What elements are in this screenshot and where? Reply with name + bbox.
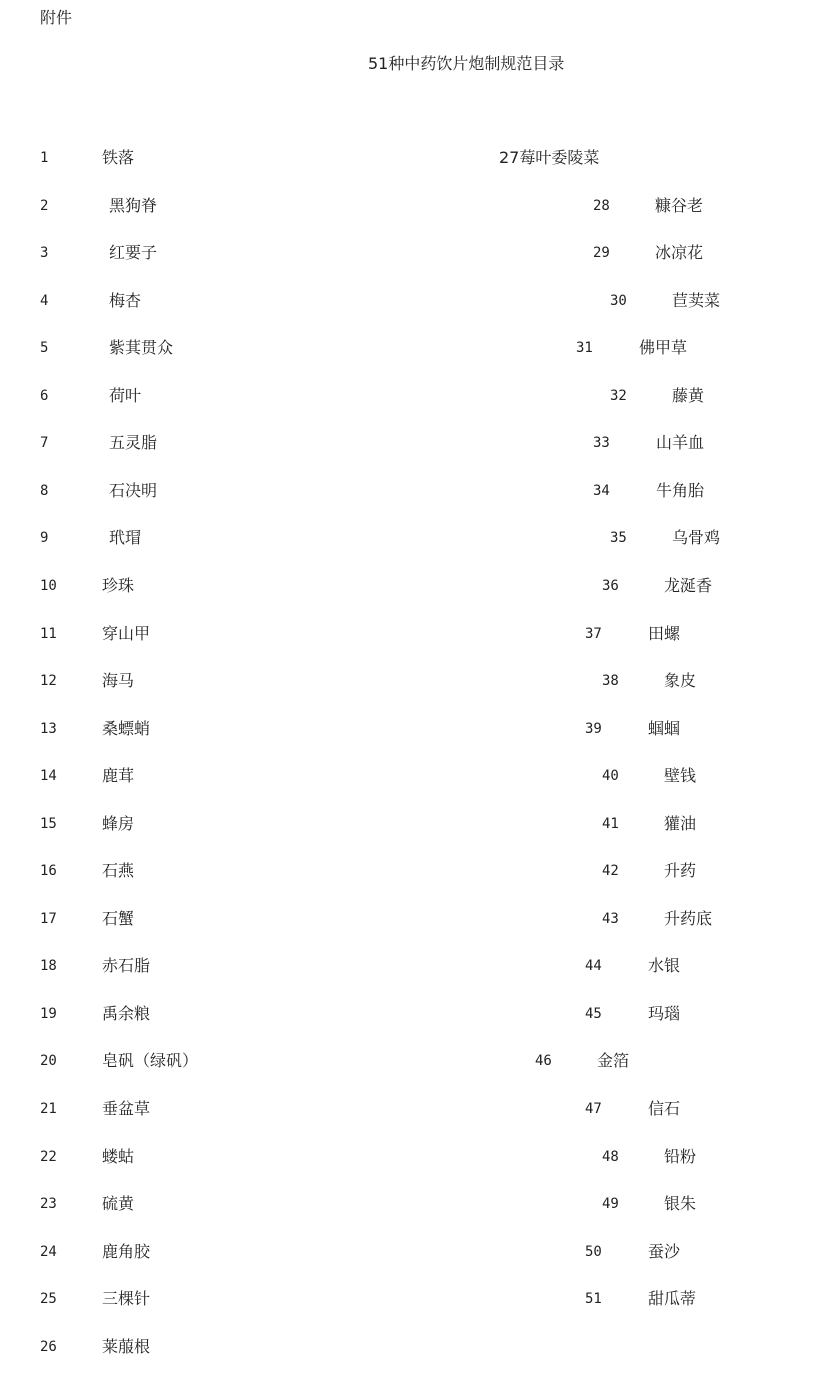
item-number: 14 bbox=[40, 768, 57, 784]
page-title: 51种中药饮片炮制规范目录 bbox=[368, 54, 565, 73]
item-name: 三棵针 bbox=[102, 1289, 151, 1308]
item-number: 23 bbox=[40, 1196, 57, 1212]
item-number: 31 bbox=[576, 340, 593, 356]
item-number: 7 bbox=[40, 435, 49, 451]
item-number: 8 bbox=[40, 483, 49, 499]
item-number: 4 bbox=[40, 293, 49, 309]
item-number: 39 bbox=[585, 721, 602, 737]
item-name: 壁钱 bbox=[664, 766, 697, 785]
item-name: 金箔 bbox=[597, 1051, 630, 1070]
item-name: 石蟹 bbox=[102, 909, 135, 928]
item-name: 穿山甲 bbox=[102, 624, 151, 643]
item-name: 乌骨鸡 bbox=[672, 528, 721, 547]
item-number: 46 bbox=[535, 1053, 552, 1069]
item-number: 2 bbox=[40, 198, 49, 214]
item-number: 20 bbox=[40, 1053, 57, 1069]
item-name: 赤石脂 bbox=[102, 956, 151, 975]
item-name: 蝈蝈 bbox=[648, 719, 681, 738]
item-name: 玳瑁 bbox=[109, 528, 142, 547]
item-number: 10 bbox=[40, 578, 57, 594]
item-number: 34 bbox=[593, 483, 610, 499]
item-name: 红要子 bbox=[109, 243, 158, 262]
item-number: 49 bbox=[602, 1196, 619, 1212]
item-name: 梅杏 bbox=[109, 291, 142, 310]
item-number: 47 bbox=[585, 1101, 602, 1117]
item-number: 17 bbox=[40, 911, 57, 927]
attachment-label: 附件 bbox=[40, 8, 73, 27]
item-name: 藤黄 bbox=[672, 386, 705, 405]
item-number: 13 bbox=[40, 721, 57, 737]
item-name: 铅粉 bbox=[664, 1147, 697, 1166]
item-number: 18 bbox=[40, 958, 57, 974]
item-number: 11 bbox=[40, 626, 57, 642]
item-name: 海马 bbox=[102, 671, 135, 690]
item-name: 鹿茸 bbox=[102, 766, 135, 785]
item-name: 银朱 bbox=[664, 1194, 697, 1213]
item-number: 26 bbox=[40, 1339, 57, 1355]
item-number: 25 bbox=[40, 1291, 57, 1307]
item-number: 15 bbox=[40, 816, 57, 832]
item-name: 莱菔根 bbox=[102, 1337, 151, 1356]
item-number: 29 bbox=[593, 245, 610, 261]
item-name: 五灵脂 bbox=[109, 433, 158, 452]
item-name: 石决明 bbox=[109, 481, 158, 500]
item-name: 冰凉花 bbox=[655, 243, 704, 262]
item-name: 水银 bbox=[648, 956, 681, 975]
item-number: 12 bbox=[40, 673, 57, 689]
item-number: 16 bbox=[40, 863, 57, 879]
item-name: 蜂房 bbox=[102, 814, 135, 833]
item-number: 38 bbox=[602, 673, 619, 689]
item-number: 44 bbox=[585, 958, 602, 974]
item-name: 牛角胎 bbox=[656, 481, 705, 500]
item-number: 19 bbox=[40, 1006, 57, 1022]
item-name: 珍珠 bbox=[102, 576, 135, 595]
item-name: 皂矾（绿矾） bbox=[102, 1051, 199, 1070]
item-name: 糠谷老 bbox=[655, 196, 704, 215]
item-number: 50 bbox=[585, 1244, 602, 1260]
item-number: 36 bbox=[602, 578, 619, 594]
item-number: 5 bbox=[40, 340, 49, 356]
item-number: 1 bbox=[40, 150, 49, 166]
item-number: 48 bbox=[602, 1149, 619, 1165]
item-number: 3 bbox=[40, 245, 49, 261]
item-number: 45 bbox=[585, 1006, 602, 1022]
item-number: 9 bbox=[40, 530, 49, 546]
item-name: 鹿角胶 bbox=[102, 1242, 151, 1261]
item-name: 獾油 bbox=[664, 814, 697, 833]
item-number: 51 bbox=[585, 1291, 602, 1307]
item-number: 37 bbox=[585, 626, 602, 642]
item-number: 33 bbox=[593, 435, 610, 451]
item-name: 黑狗脊 bbox=[109, 196, 158, 215]
item-name: 蚕沙 bbox=[648, 1242, 681, 1261]
item-name: 蝼蛄 bbox=[102, 1147, 135, 1166]
item-name: 象皮 bbox=[664, 671, 697, 690]
item-name: 铁落 bbox=[102, 148, 135, 167]
item-name: 信石 bbox=[648, 1099, 681, 1118]
item-name: 紫萁贯众 bbox=[109, 338, 174, 357]
item-name: 石燕 bbox=[102, 861, 135, 880]
item-name: 禹余粮 bbox=[102, 1004, 151, 1023]
item-number: 24 bbox=[40, 1244, 57, 1260]
item-number: 28 bbox=[593, 198, 610, 214]
item-name: 山羊血 bbox=[656, 433, 705, 452]
item-name: 升药底 bbox=[664, 909, 713, 928]
item-number: 30 bbox=[610, 293, 627, 309]
item-name: 硫黄 bbox=[102, 1194, 135, 1213]
item-number: 22 bbox=[40, 1149, 57, 1165]
item-entry: 27莓叶委陵菜 bbox=[499, 148, 600, 167]
item-number: 42 bbox=[602, 863, 619, 879]
item-name: 佛甲草 bbox=[639, 338, 688, 357]
item-name: 龙涎香 bbox=[664, 576, 713, 595]
item-name: 苣荬菜 bbox=[672, 291, 721, 310]
item-name: 桑螵蛸 bbox=[102, 719, 151, 738]
item-name: 荷叶 bbox=[109, 386, 142, 405]
item-number: 6 bbox=[40, 388, 49, 404]
item-number: 35 bbox=[610, 530, 627, 546]
item-name: 田螺 bbox=[648, 624, 681, 643]
item-number: 21 bbox=[40, 1101, 57, 1117]
item-name: 升药 bbox=[664, 861, 697, 880]
item-number: 40 bbox=[602, 768, 619, 784]
item-name: 玛瑙 bbox=[648, 1004, 681, 1023]
item-number: 41 bbox=[602, 816, 619, 832]
item-name: 甜瓜蒂 bbox=[648, 1289, 697, 1308]
item-number: 43 bbox=[602, 911, 619, 927]
item-number: 32 bbox=[610, 388, 627, 404]
item-name: 垂盆草 bbox=[102, 1099, 151, 1118]
